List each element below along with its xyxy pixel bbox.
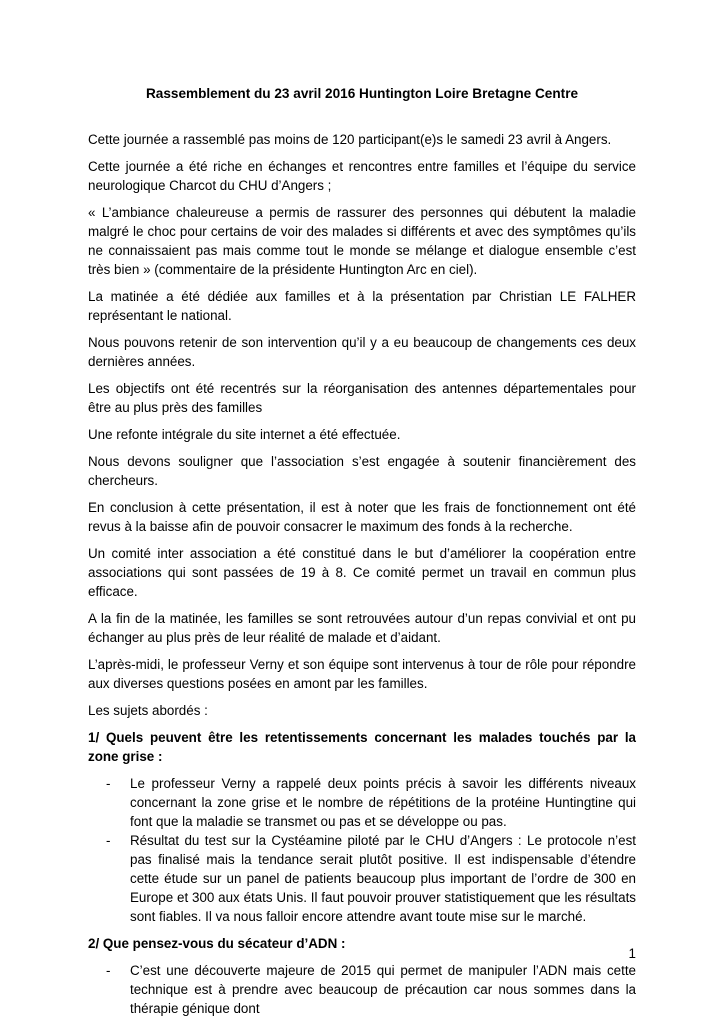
bullet-dash: - xyxy=(106,776,111,791)
section-1-heading: 1/ Quels peuvent être les retentissements concernant les malades touchés par la zone grise : xyxy=(88,730,636,764)
section-2-bullet-list xyxy=(88,961,636,1018)
bullet-item xyxy=(88,831,636,926)
paragraph-6: Les objectifs ont été recentrés sur la réorganisation des antennes départementales pour être au plus près des familles xyxy=(88,381,636,415)
paragraph-10: Un comité inter association a été constitué dans le but d’améliorer la coopération entre associations qui sont passées de 19 à 8. Ce comité permet un travail en commun plus efficace. xyxy=(88,546,636,599)
paragraph-8: Nous devons souligner que l’association s’est engagée à soutenir financièrement des chercheurs. xyxy=(88,454,636,488)
document-title: Rassemblement du 23 avril 2016 Huntington Loire Bretagne Centre xyxy=(145,86,579,101)
paragraph-4: La matinée a été dédiée aux familles et à la présentation par Christian LE FALHER représentant le national. xyxy=(88,289,636,323)
bullet-item xyxy=(88,774,636,831)
paragraph-3: « L’ambiance chaleureuse a permis de rassurer des personnes qui débutent la maladie malgré le choc pour certains de voir des malades si différents et avec des symptômes qu’ils ne connaissaient pas mais comme tout le monde se mélange et dialogue ensemble c’est très bien » (commentaire de la présidente Huntington Arc en ciel). xyxy=(88,205,636,277)
section-1-bullet-list xyxy=(88,774,636,926)
bullet-dash: - xyxy=(106,963,111,978)
paragraph-9: En conclusion à cette présentation, il est à noter que les frais de fonctionnement ont été revus à la baisse afin de pouvoir consacrer le maximum des fonds à la recherche. xyxy=(88,500,636,534)
paragraph-12: L’après-midi, le professeur Verny et son équipe sont intervenus à tour de rôle pour répondre aux diverses questions posées en amont par les familles. xyxy=(88,657,636,691)
paragraph-2: Cette journée a été riche en échanges et rencontres entre familles et l’équipe du service neurologique Charcot du CHU d’Angers ; xyxy=(88,159,636,193)
bullet-dash: - xyxy=(106,833,111,848)
page-number: 1 xyxy=(628,946,636,961)
paragraph-1: Cette journée a rassemblé pas moins de 120 participant(e)s le samedi 23 avril à Angers. xyxy=(88,132,612,147)
bullet-text: Résultat du test sur la Cystéamine piloté par le CHU d’Angers : Le protocole n’est pas finalisé mais la tendance serait plutôt positive. Il est indispensable d’étendre cette étude sur un panel de patients beaucoup plus important de l’ordre de 300 en Europe et 300 aux états Unis. Il faut pouvoir prouver statistiquement que les résultats sont fiables. Il va nous falloir encore attendre avant toute mise sur le marché. xyxy=(130,833,636,924)
section-2-heading: 2/ Que pensez-vous du sécateur d’ADN : xyxy=(88,936,346,951)
paragraph-7: Une refonte intégrale du site internet a été effectuée. xyxy=(88,427,401,442)
paragraph-5: Nous pouvons retenir de son intervention qu’il y a eu beaucoup de changements ces deux dernières années. xyxy=(88,335,636,369)
bullet-item xyxy=(88,961,636,1018)
document-content xyxy=(88,84,636,1024)
bullet-text: Le professeur Verny a rappelé deux points précis à savoir les différents niveaux concernant la zone grise et le nombre de répétitions de la protéine Huntingtine qui font que la maladie se transmet ou pas et se développe ou pas. xyxy=(130,776,636,829)
paragraph-13: Les sujets abordés : xyxy=(88,703,208,718)
bullet-text: C’est une découverte majeure de 2015 qui permet de manipuler l’ADN mais cette technique est à prendre avec beaucoup de précaution car nous sommes dans la thérapie génique dont xyxy=(130,963,636,1016)
paragraph-11: A la fin de la matinée, les familles se sont retrouvées autour d’un repas convivial et ont pu échanger au plus près de leur réalité de malade et d’aidant. xyxy=(88,611,636,645)
